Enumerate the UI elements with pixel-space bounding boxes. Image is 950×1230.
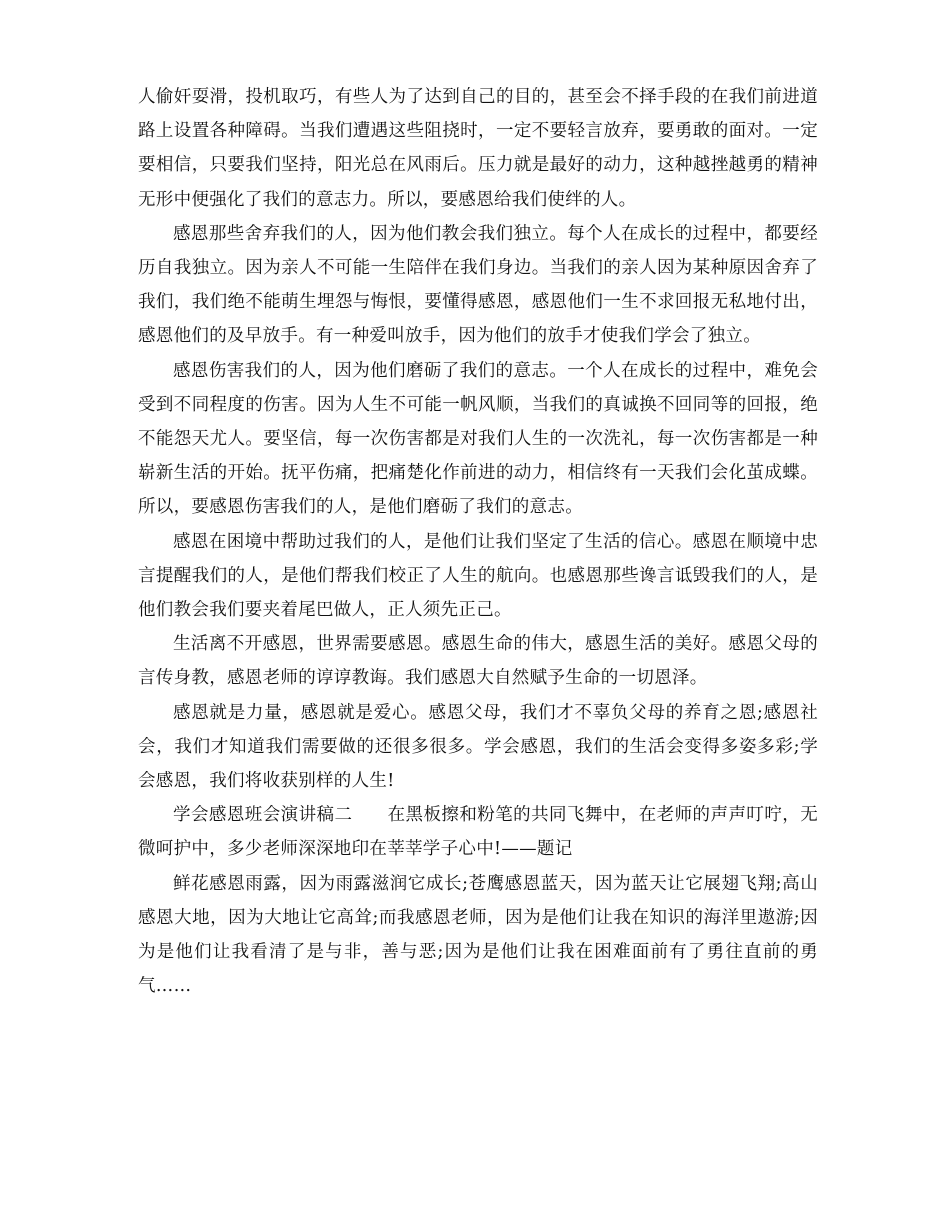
paragraph-help: 感恩在困境中帮助过我们的人，是他们让我们坚定了生活的信心。感恩在顺境中忠言提醒我们的人，是他们帮我们校正了人生的航向。也感恩那些谗言诋毁我们的人，是他们教会我们要夹着尾巴做人，正人须先正己。 xyxy=(138,531,818,621)
paragraph-hurt: 感恩伤害我们的人，因为他们磨砺了我们的意志。一个人在成长的过程中，难免会受到不同程度的伤害。因为人生不可能一帆风顺，当我们的真诚换不回同等的回报，绝不能怨天尤人。要坚信，每一次伤害都是对我们人生的一次洗礼，每一次伤害都是一种崭新生活的开始。抚平伤痛，把痛楚化作前进的动力，相信终有一天我们会化茧成蝶。所以，要感恩伤害我们的人，是他们磨砺了我们的意志。 xyxy=(138,360,818,518)
paragraph-teacher: 鲜花感恩雨露，因为雨露滋润它成长;苍鹰感恩蓝天，因为蓝天让它展翅飞翔;高山感恩大地，因为大地让它高耸;而我感恩老师，因为是他们让我在知识的海洋里遨游;因为是他们让我看清了是与非，善与恶;因为是他们让我在困难面前有了勇往直前的勇气…… xyxy=(138,873,818,997)
speech-heading-paragraph xyxy=(138,798,818,866)
paragraph-continuation: 人偷奸耍滑，投机取巧，有些人为了达到自己的目的，甚至会不择手段的在我们前进道路上设置各种障碍。当我们遭遇这些阻挠时，一定不要轻言放弃，要勇敢的面对。一定要相信，只要我们坚持，阳光总在风雨后。压力就是最好的动力，这种越挫越勇的精神无形中便强化了我们的意志力。所以，要感恩给我们使绊的人。 xyxy=(138,87,818,210)
paragraph-abandon: 感恩那些舍弃我们的人，因为他们教会我们独立。每个人在成长的过程中，都要经历自我独立。因为亲人不可能一生陪伴在我们身边。当我们的亲人因为某种原因舍弃了我们，我们绝不能萌生埋怨与悔恨，要懂得感恩，感恩他们一生不求回报无私地付出，感恩他们的及早放手。有一种爱叫放手，因为他们的放手才使我们学会了独立。 xyxy=(138,223,818,347)
paragraph-life: 生活离不开感恩，世界需要感恩。感恩生命的伟大，感恩生活的美好。感恩父母的言传身教，感恩老师的谆谆教诲。我们感恩大自然赋予生命的一切恩泽。 xyxy=(138,634,818,689)
paragraph-power: 感恩就是力量，感恩就是爱心。感恩父母，我们才不辜负父母的养育之恩;感恩社会，我们才知道我们需要做的还很多很多。学会感恩，我们的生活会变得多姿多彩;学会感恩，我们将收获别样的人生! xyxy=(138,702,818,792)
document-body xyxy=(138,80,818,1003)
speech-title: 学会感恩班会演讲稿二 xyxy=(173,805,353,826)
speech-intro: 在黑板擦和粉笔的共同飞舞中，在老师的声声叮咛，无微呵护中，多少老师深深地印在莘莘学子心中!——题记 xyxy=(138,805,819,860)
